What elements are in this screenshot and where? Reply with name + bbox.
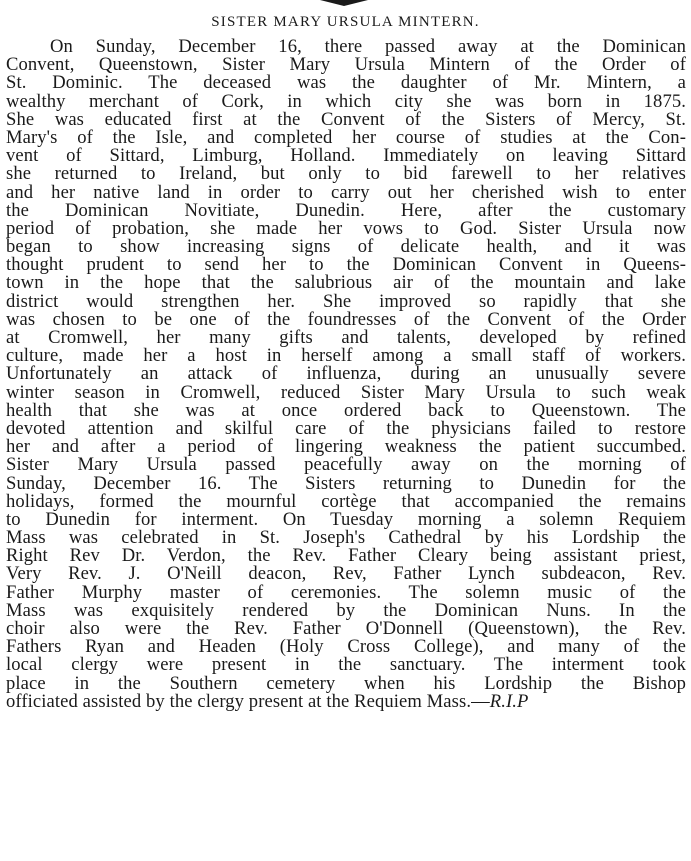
article-line: at Cromwell, her many gifts and talents, developed by refined xyxy=(6,327,686,348)
signoff: R.I.P xyxy=(489,690,529,712)
article-line: Sunday, December 16. The Sisters returning to Dunedin for the xyxy=(6,472,686,494)
article-line: Mary's of the Isle, and completed her course of studies at the Con- xyxy=(6,126,686,148)
article-line: vent of Sittard, Limburg, Holland. Immediately on leaving Sittard xyxy=(6,145,686,167)
article-line: Mass was exquisitely rendered by the Dominican Nuns. In the xyxy=(6,599,686,621)
article-line xyxy=(6,690,686,712)
article-line: On Sunday, December 16, there passed away at the Dominican xyxy=(50,36,686,57)
article-line: Father Murphy master of ceremonies. The solemn music of the xyxy=(6,581,686,603)
article-line: was chosen to be one of the foundresses of the Convent of the Order xyxy=(6,308,686,330)
article-line: place in the Southern cemetery when his Lordship the Bishop xyxy=(6,672,686,694)
article-line: She was educated first at the Convent of the Sisters of Mercy, St. xyxy=(6,108,686,130)
article-line: holidays, formed the mournful cortège that accompanied the remains xyxy=(6,490,686,512)
article-line: the Dominican Novitiate, Dunedin. Here, after the customary xyxy=(6,199,686,221)
article-line: to Dunedin for interment. On Tuesday morning a solemn Requiem xyxy=(6,508,686,530)
article-line: winter season in Cromwell, reduced Sister Mary Ursula to such weak xyxy=(6,381,686,403)
article-line: she returned to Ireland, but only to bid farewell to her relatives xyxy=(6,163,686,185)
article-line: culture, made her a host in herself among a small staff of workers. xyxy=(6,345,686,367)
article-line: Very Rev. J. O'Neill deacon, Rev, Father Lynch subdeacon, Rev. xyxy=(6,563,686,585)
article-line: Unfortunately an attack of influenza, during an unusually severe xyxy=(6,363,686,385)
article-line: Fathers Ryan and Headen (Holy Cross College), and many of the xyxy=(6,636,686,658)
article-heading: SISTER MARY URSULA MINTERN. xyxy=(211,14,480,30)
article-line: choir also were the Rev. Father O'Donnell (Queenstown), the Rev. xyxy=(6,618,686,639)
article-line: district would strengthen her. She improved so rapidly that she xyxy=(6,290,686,312)
article-line: wealthy merchant of Cork, in which city she was born in 1875. xyxy=(6,90,686,112)
article-line: and her native land in order to carry out her cherished wish to enter xyxy=(6,181,686,203)
article-line: Right Rev Dr. Verdon, the Rev. Father Cleary being assistant priest, xyxy=(6,545,686,567)
article-line: thought prudent to send her to the Dominican Convent in Queens- xyxy=(6,254,686,276)
article-line: town in the hope that the salubrious air of the mountain and lake xyxy=(6,272,686,294)
article-body xyxy=(6,38,686,711)
article-line: Sister Mary Ursula passed peacefully away on the morning of xyxy=(6,454,686,476)
article-line: period of probation, she made her vows to God. Sister Ursula now xyxy=(6,217,686,239)
article-line: devoted attention and skilful care of the physicians failed to restore xyxy=(6,417,686,439)
ornament-rule xyxy=(320,0,368,6)
article-line-text: officiated assisted by the clergy present at the Requiem Mass.— xyxy=(6,690,490,712)
article-line: local clergy were present in the sanctuary. The interment took xyxy=(6,654,686,676)
article-line: Mass was celebrated in St. Joseph's Cathedral by his Lordship the xyxy=(6,527,686,549)
article-line: health that she was at once ordered back to Queenstown. The xyxy=(6,399,686,421)
article-line: her and after a period of lingering weakness the patient succumbed. xyxy=(6,436,686,458)
article-line: began to show increasing signs of delicate health, and it was xyxy=(6,236,686,258)
article-line: Convent, Queenstown, Sister Mary Ursula Mintern of the Order of xyxy=(6,54,686,76)
article-line: St. Dominic. The deceased was the daughter of Mr. Mintern, a xyxy=(6,72,686,94)
